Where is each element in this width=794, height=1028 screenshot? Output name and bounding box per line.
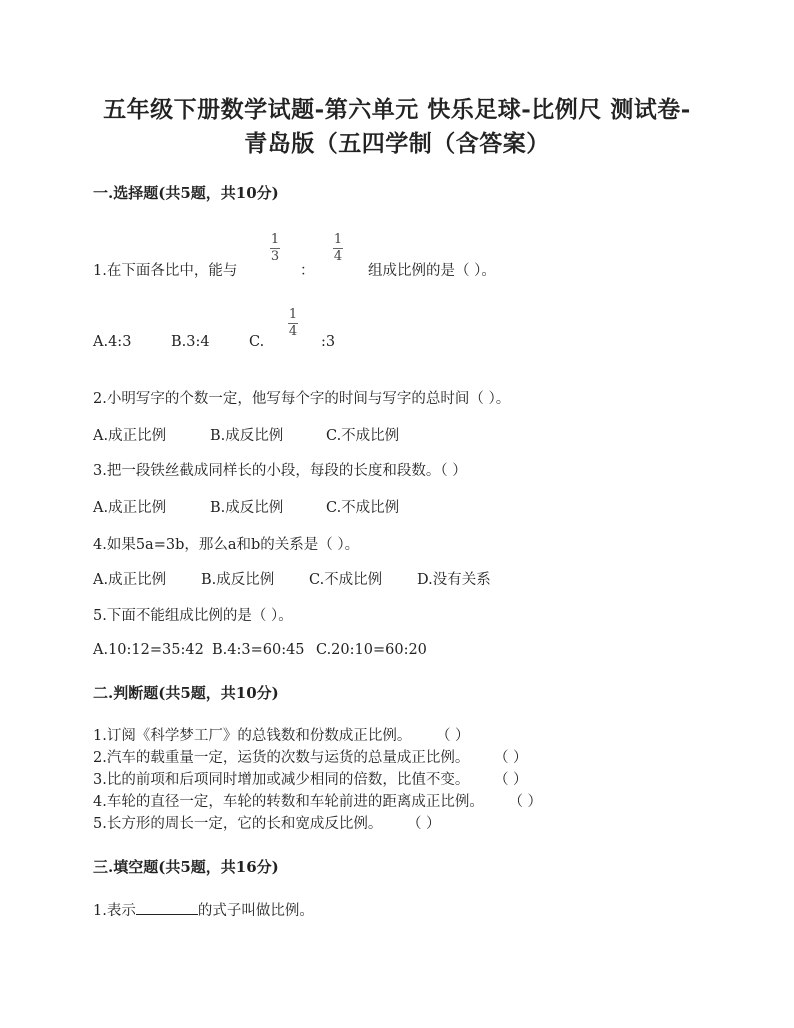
title-line-2: 青岛版（五四学制（含答案） — [244, 130, 550, 157]
q1-frac1-den: 3 — [270, 249, 280, 264]
q1-frac2-num: 1 — [333, 232, 343, 247]
q1-option-a: A.4:3 — [93, 334, 132, 350]
q2-option-a: A.成正比例 — [93, 428, 167, 444]
judge-item-2 — [93, 746, 528, 767]
q1-option-c-suffix: :3 — [321, 334, 336, 350]
title-line-1: 五年级下册数学试题-第六单元 快乐足球-比例尺 测试卷- — [103, 96, 691, 123]
fill-q1-suffix: 的式子叫做比例。 — [197, 903, 314, 919]
q1-colon: ： — [300, 263, 315, 279]
section-fill-in: 三.填空题(共5题，共16分) — [93, 858, 279, 876]
q2-option-c: C.不成比例 — [326, 428, 400, 444]
fill-q1-prefix: 1.表示 — [93, 903, 136, 919]
judge-item-1-text: 1.订阅《科学梦工厂》的总钱数和份数成正比例。 — [93, 728, 412, 744]
judge-item-3-paren: （ ） — [493, 772, 528, 788]
judge-item-3-text: 3.比的前项和后项同时增加或减少相同的倍数，比值不变。 — [93, 772, 470, 788]
q3-option-c: C.不成比例 — [326, 500, 400, 516]
q1-suffix: 组成比例的是（ ）。 — [368, 263, 496, 279]
q5-option-a: A.10:12=35:42 — [93, 642, 204, 658]
q3-option-b: B.成反比例 — [210, 500, 284, 516]
judge-item-2-paren: （ ） — [493, 750, 528, 766]
judge-item-5-text: 5.长方形的周长一定，它的长和宽成反比例。 — [93, 816, 383, 832]
q4-option-a: A.成正比例 — [93, 572, 167, 588]
q1-fraction-1 — [270, 233, 280, 264]
q2-option-b: B.成反比例 — [210, 428, 284, 444]
q1-c-frac-den: 4 — [288, 324, 298, 339]
q4-option-c: C.不成比例 — [309, 572, 383, 588]
q2-text: 2.小明写字的个数一定，他写每个字的时间与写字的总时间（ ）。 — [93, 391, 511, 407]
q1-prefix: 1.在下面各比中，能与 — [93, 263, 238, 279]
judge-item-4-text: 4.车轮的直径一定，车轮的转数和车轮前进的距离成正比例。 — [93, 794, 484, 810]
judge-item-3 — [93, 768, 528, 789]
answer-blank[interactable] — [136, 899, 198, 915]
section-multiple-choice: 一.选择题(共5题，共10分) — [93, 184, 279, 202]
judge-item-1 — [93, 724, 470, 745]
q5-text: 5.下面不能组成比例的是（ ）。 — [93, 608, 293, 624]
q1-option-b: B.3:4 — [171, 334, 210, 350]
q1-option-c-prefix: C. — [249, 334, 265, 350]
section-true-false: 二.判断题(共5题，共10分) — [93, 684, 279, 702]
q1-fraction-2 — [333, 233, 343, 264]
judge-item-1-paren: （ ） — [435, 728, 470, 744]
judge-item-4 — [93, 790, 542, 811]
q5-option-b: B.4:3=60:45 — [212, 642, 305, 658]
q4-option-d: D.没有关系 — [417, 572, 491, 588]
q4-option-b: B.成反比例 — [201, 572, 275, 588]
fill-q1 — [93, 899, 314, 920]
q1-frac2-den: 4 — [333, 249, 343, 264]
q3-option-a: A.成正比例 — [93, 500, 167, 516]
q1-frac1-num: 1 — [270, 232, 280, 247]
q4-text: 4.如果5a=3b，那么a和b的关系是（ ）。 — [93, 537, 360, 553]
judge-item-5-paren: （ ） — [406, 816, 441, 832]
judge-item-2-text: 2.汽车的载重量一定，运货的次数与运货的总量成正比例。 — [93, 750, 470, 766]
q3-text: 3.把一段铁丝截成同样长的小段，每段的长度和段数。（ ） — [93, 463, 467, 479]
judge-item-5 — [93, 812, 441, 833]
q1-c-frac-num: 1 — [288, 307, 298, 322]
q1-option-c-fraction — [288, 308, 298, 339]
judge-item-4-paren: （ ） — [508, 794, 543, 810]
q5-option-c: C.20:10=60:20 — [316, 642, 427, 658]
